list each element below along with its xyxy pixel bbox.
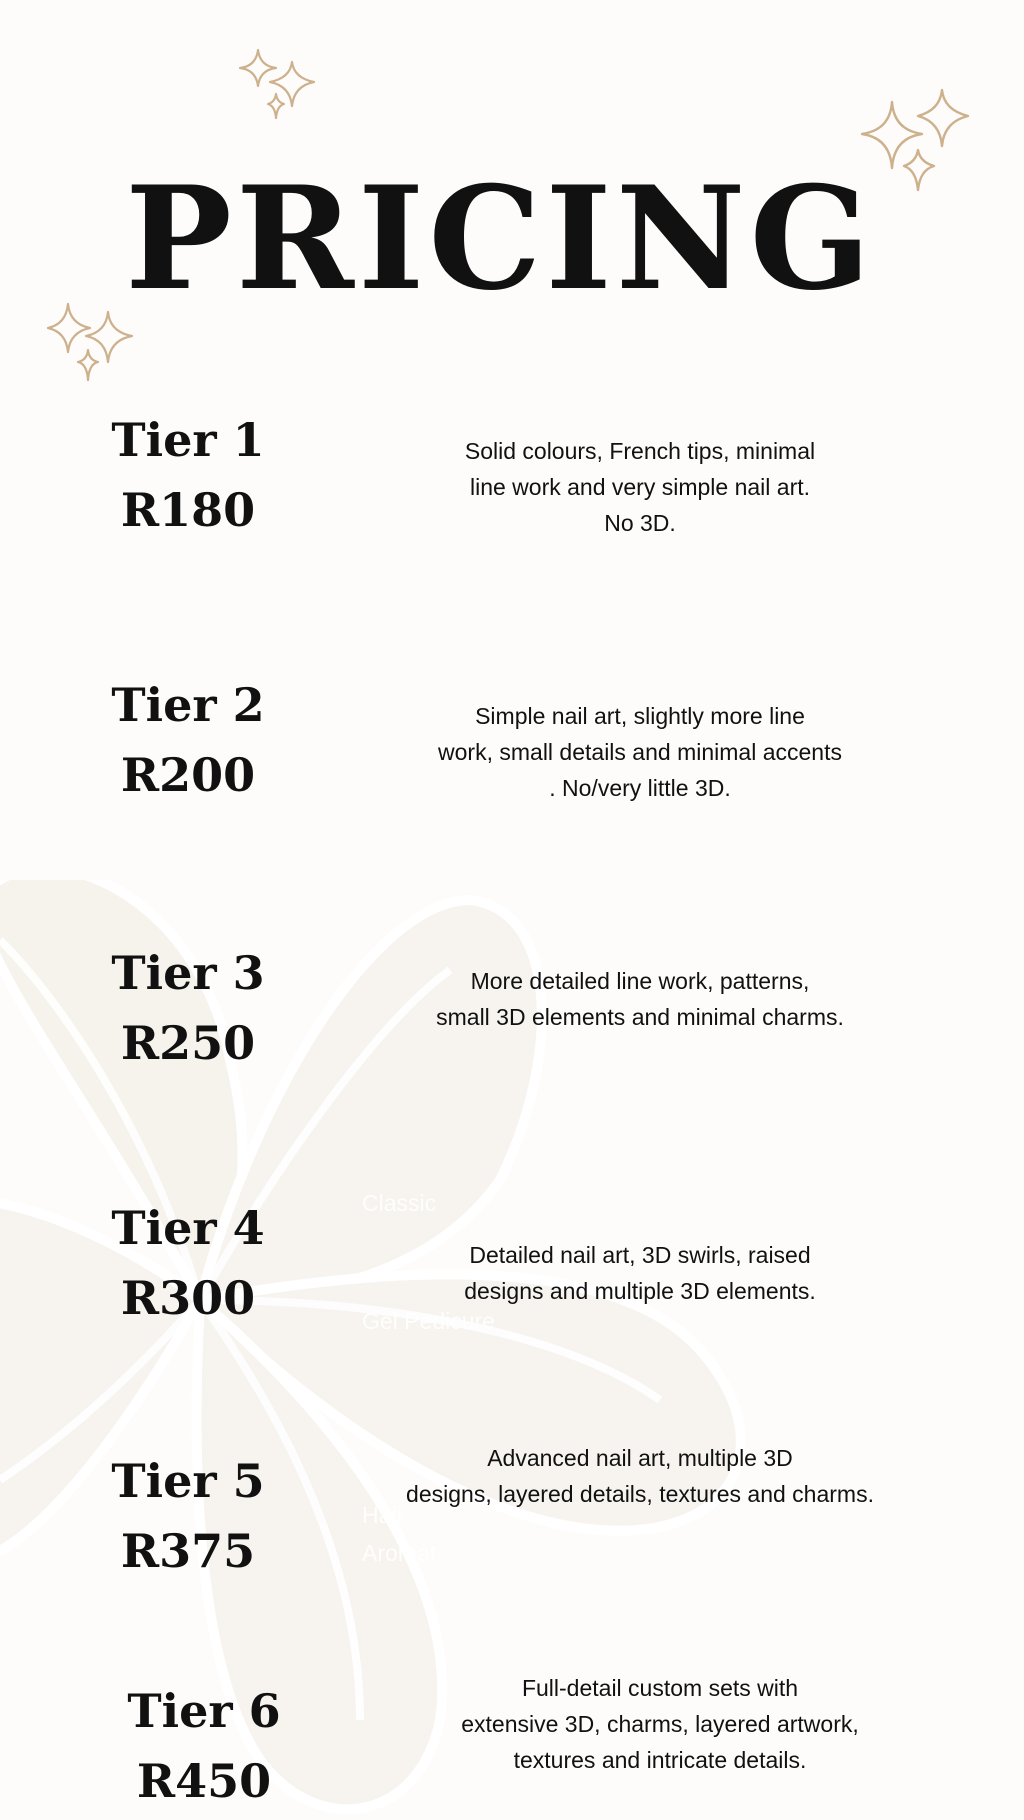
tier-description	[370, 1440, 910, 1512]
tier-description-line: line work and very simple nail art.	[469, 474, 811, 500]
tier-row	[0, 1446, 1024, 1616]
tier-name: Tier 2	[111, 678, 265, 732]
tier-description-line: work, small details and minimal accents	[438, 739, 842, 765]
tier-price: R450	[136, 1754, 272, 1808]
tier-price: R180	[120, 483, 256, 537]
tier-row	[0, 1676, 1024, 1820]
tier-name: Tier 4	[111, 1201, 265, 1255]
tier-description-line: No 3D.	[604, 510, 676, 536]
tier-name: Tier 5	[111, 1454, 265, 1508]
tier-row	[0, 1193, 1024, 1363]
ghost-text-2: Gel Pedicure	[362, 1308, 495, 1334]
tier-description-line: designs and multiple 3D elements.	[464, 1278, 816, 1304]
tier-description	[400, 963, 880, 1035]
ghost-text-3: Hair	[362, 1502, 405, 1528]
tier-name: Tier 1	[111, 413, 265, 467]
sparkle-icon	[46, 300, 136, 384]
page-title: PRICING	[125, 156, 875, 322]
tier-description	[400, 1237, 880, 1309]
ghost-text-4: Aromat	[362, 1540, 437, 1566]
tier-description-line: More detailed line work, patterns,	[470, 968, 810, 994]
sparkle-icon	[236, 48, 320, 124]
tier-price: R200	[120, 748, 256, 802]
tier-description-line: extensive 3D, charms, layered artwork,	[461, 1711, 859, 1737]
tier-description-line: Simple nail art, slightly more line	[475, 703, 805, 729]
tier-label-block	[88, 1193, 288, 1333]
tier-price: R300	[120, 1271, 256, 1325]
tier-row	[0, 670, 1024, 840]
ghost-text-1: Classic	[362, 1190, 437, 1216]
tier-description-line: Full-detail custom sets with	[521, 1675, 799, 1701]
tier-description-line: Detailed nail art, 3D swirls, raised	[469, 1242, 811, 1268]
tier-description	[400, 698, 880, 806]
tier-description	[400, 433, 880, 541]
tier-name: Tier 3	[111, 946, 265, 1000]
tier-description-line: Solid colours, French tips, minimal	[464, 438, 816, 464]
tier-price: R375	[120, 1524, 256, 1578]
tier-label-block	[88, 405, 288, 545]
tier-name: Tier 6	[127, 1684, 281, 1738]
tier-label-block	[88, 1446, 288, 1586]
tier-row	[0, 938, 1024, 1108]
tier-price: R250	[120, 1016, 256, 1070]
tier-description-line: . No/very little 3D.	[549, 775, 731, 801]
tier-description-line: small 3D elements and minimal charms.	[436, 1004, 844, 1030]
tier-label-block	[88, 670, 288, 810]
tier-description-line: textures and intricate details.	[513, 1747, 807, 1773]
tier-label-block	[88, 938, 288, 1078]
tier-description-line: designs, layered details, textures and charms.	[406, 1481, 874, 1507]
tier-description-line: Advanced nail art, multiple 3D	[487, 1445, 793, 1471]
tier-row	[0, 405, 1024, 575]
tier-description	[420, 1670, 900, 1778]
tier-label-block	[104, 1676, 304, 1816]
